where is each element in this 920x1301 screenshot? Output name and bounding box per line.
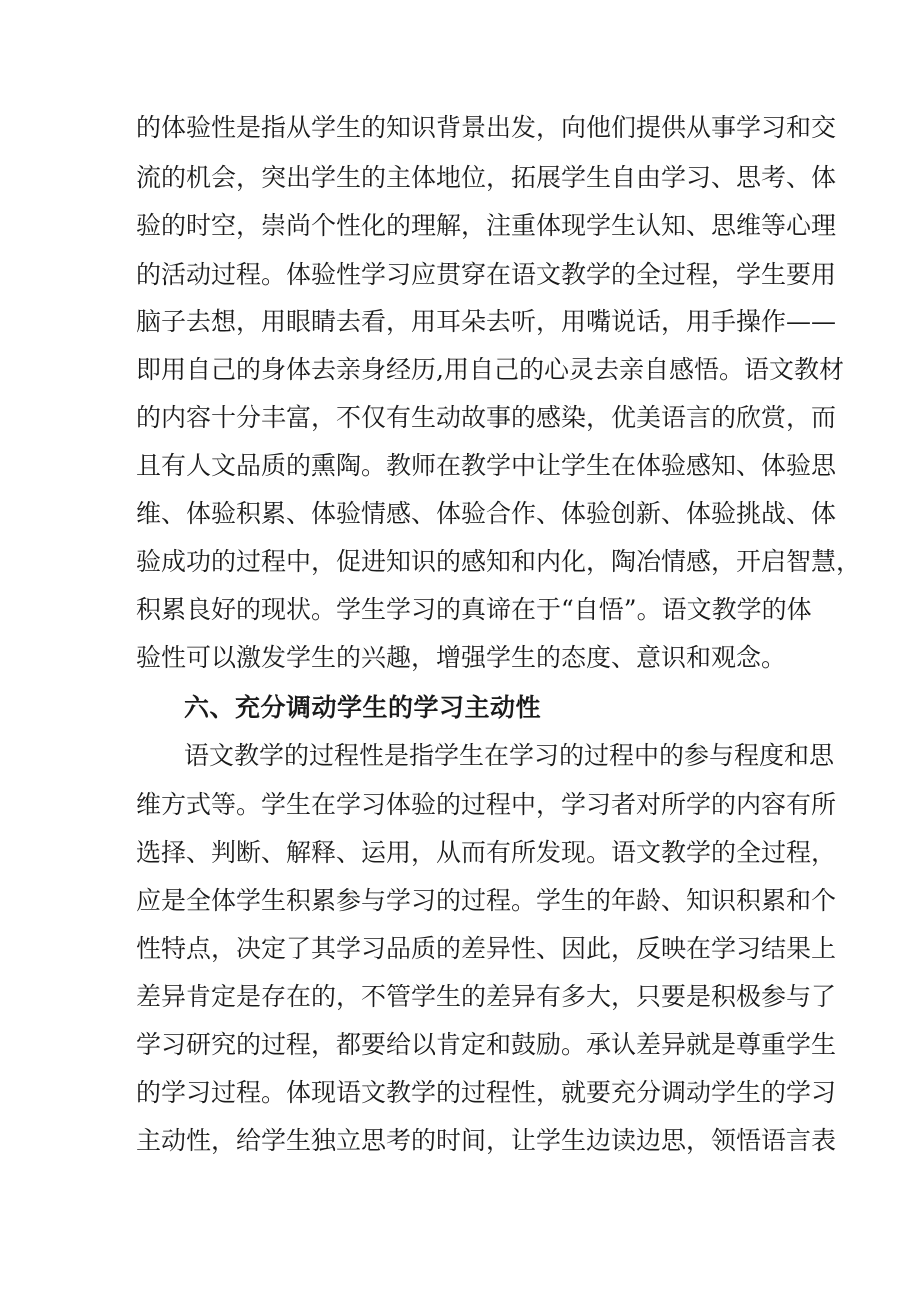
paragraph1-line-9: 维、体验积累、体验情感、体验合作、体验创新、体验挑战、体 xyxy=(136,499,837,528)
paragraph1-line-7: 的内容十分丰富，不仅有生动故事的感染，优美语言的欣赏，而 xyxy=(136,403,837,432)
paragraph1-line-5: 脑子去想，用眼睛去看，用耳朵去听，用嘴说话，用手操作—— xyxy=(136,307,837,336)
paragraph1-line-6: 即用自己的身体去亲身经历,用自己的心灵去亲自感悟。语文教材 xyxy=(136,355,844,384)
paragraph1-line-2: 流的机会，突出学生的主体地位，拓展学生自由学习、思考、体 xyxy=(136,163,837,192)
paragraph1-line-11: 积累良好的现状。学生学习的真谛在于“自悟”。语文教学的体 xyxy=(136,595,812,624)
paragraph1-line-10: 验成功的过程中，促进知识的感知和内化，陶冶情感，开启智慧， xyxy=(136,547,862,576)
paragraph2-line-8: 的学习过程。体现语文教学的过程性，就要充分调动学生的学习 xyxy=(136,1078,837,1107)
section-heading: 六、充分调动学生的学习主动性 xyxy=(184,693,542,722)
paragraph2-line-4: 应是全体学生积累参与学习的过程。学生的年龄、知识积累和个 xyxy=(136,886,837,915)
paragraph2-line-1: 语文教学的过程性是指学生在学习的过程中的参与程度和思 xyxy=(184,741,835,770)
paragraph1-line-3: 验的时空，崇尚个性化的理解，注重体现学生认知、思维等心理 xyxy=(136,211,837,240)
paragraph2-line-7: 学习研究的过程，都要给以肯定和鼓励。承认差异就是尊重学生 xyxy=(136,1030,837,1059)
paragraph1-line-1: 的体验性是指从学生的知识背景出发，向他们提供从事学习和交 xyxy=(136,113,837,142)
paragraph2-line-3: 选择、判断、解释、运用，从而有所发现。语文教学的全过程， xyxy=(136,838,837,867)
paragraph1-line-8: 且有人文品质的熏陶。教师在教学中让学生在体验感知、体验思 xyxy=(136,451,837,480)
paragraph2-line-6: 差异肯定是存在的，不管学生的差异有多大，只要是积极参与了 xyxy=(136,982,837,1011)
paragraph2-line-9: 主动性，给学生独立思考的时间，让学生边读边思，领悟语言表 xyxy=(136,1126,837,1155)
paragraph1-line-4: 的活动过程。体验性学习应贯穿在语文教学的全过程，学生要用 xyxy=(136,260,837,289)
paragraph2-line-2: 维方式等。学生在学习体验的过程中，学习者对所学的内容有所 xyxy=(136,790,837,819)
paragraph1-line-12: 验性可以激发学生的兴趣，增强学生的态度、意识和观念。 xyxy=(136,643,787,672)
paragraph2-line-5: 性特点，决定了其学习品质的差异性、因此，反映在学习结果上 xyxy=(136,934,837,963)
